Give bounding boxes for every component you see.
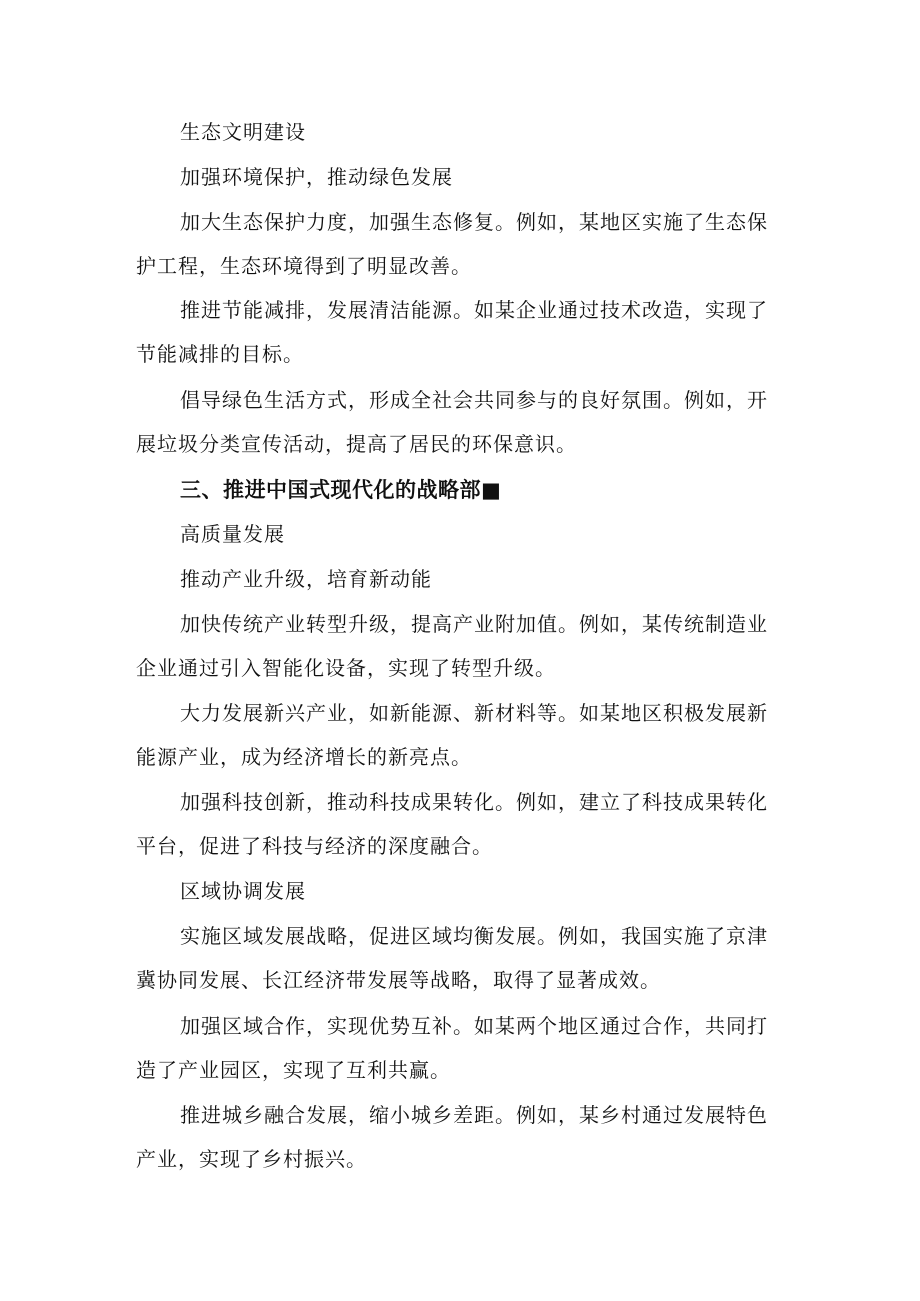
- subheading-environmental-protection: 加强环境保护，推动绿色发展: [180, 165, 453, 189]
- paragraph-energy-saving: 推进节能减排，发展清洁能源。如某企业通过技术改造，实现了节能减排的目标。: [136, 298, 768, 366]
- paragraph-regional-cooperation: 加强区域合作，实现优势互补。如某两个地区通过合作，共同打造了产业园区，实现了互利共赢。: [136, 1014, 768, 1082]
- paragraph-urban-rural-integration: 推进城乡融合发展，缩小城乡差距。例如，某乡村通过发展特色产业，实现了乡村振兴。: [136, 1103, 768, 1171]
- paragraph-tech-innovation: 加强科技创新，推动科技成果转化。例如，建立了科技成果转化平台，促进了科技与经济的深度融合。: [136, 790, 768, 858]
- subheading-industrial-upgrade: 推动产业升级，培育新动能: [180, 567, 432, 591]
- paragraph-regional-strategy: 实施区域发展战略，促进区域均衡发展。例如，我国实施了京津冀协同发展、长江经济带发展等战略，取得了显著成效。: [136, 924, 768, 992]
- section-heading-strategy: 三、推进中国式现代化的战略部■: [180, 478, 502, 502]
- subheading-regional-coordination: 区域协调发展: [180, 879, 306, 903]
- paragraph-green-lifestyle: 倡导绿色生活方式，形成全社会共同参与的良好氛围。例如，开展垃圾分类宣传活动，提高了居民的环保意识。: [136, 388, 768, 456]
- paragraph-emerging-industries: 大力发展新兴产业，如新能源、新材料等。如某地区积极发展新能源产业，成为经济增长的新亮点。: [136, 701, 768, 769]
- subheading-high-quality-development: 高质量发展: [180, 522, 285, 546]
- paragraph-traditional-industry: 加快传统产业转型升级，提高产业附加值。例如，某传统制造业企业通过引入智能化设备，实现了转型升级。: [136, 612, 768, 680]
- subheading-ecological-civilization: 生态文明建设: [180, 120, 306, 144]
- paragraph-ecological-protection: 加大生态保护力度，加强生态修复。例如，某地区实施了生态保护工程，生态环境得到了明显改善。: [136, 210, 768, 278]
